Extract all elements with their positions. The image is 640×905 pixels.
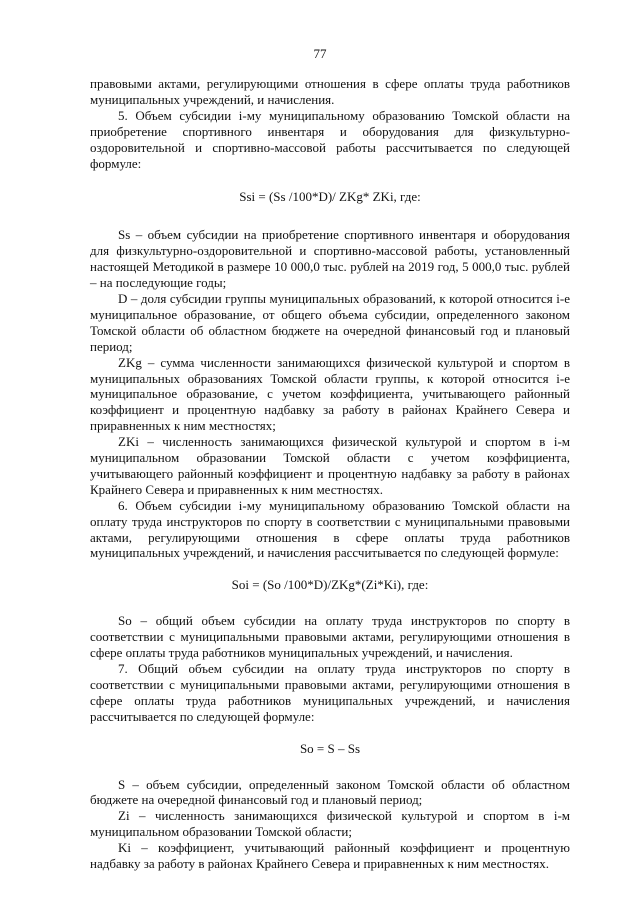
paragraph: S – объем субсидии, определенный законом Томской области об областном бюджете на очередной финансовый год и плановый период; <box>90 776 570 808</box>
formula-ssi: Ssi = (Ss /100*D)/ ZKg* ZKi, где: <box>239 189 421 205</box>
paragraph: Ss – объем субсидии на приобретение спортивного инвентаря и оборудования для физкультурно-оздоровительной и спортивно-массовой работы, установленный настоящей Методикой в размере 10 000,0 тыс. рублей на 2019 год, 5 000,0 тыс. рублей – на последующие годы; <box>90 227 570 291</box>
paragraph: 5. Объем субсидии i-му муниципальному образованию Томской области на приобретение спортивного инвентаря и оборудования для физкультурно-оздоровительной и спортивно-массовой работы рассчитывается по следующей формуле: <box>90 107 570 171</box>
paragraph: 6. Объем субсидии i-му муниципальному образованию Томской области на оплату труда инструкторов по спорту в соответствии с муниципальными правовыми актами, регулирующими отношения в сфере оплаты труда работников муниципальных учреждений, и начисления рассчитывается по следующей формуле: <box>90 497 570 561</box>
paragraph: 7. Общий объем субсидии на оплату труда инструкторов по спорту в соответствии с муниципальными правовыми актами, регулирующими отношения в сфере оплаты труда работников муниципальных учреждений, и начисления рассчитывается по следующей формуле: <box>90 661 570 724</box>
page-number: 77 <box>313 46 327 61</box>
paragraph: ZKg – сумма численности занимающихся физической культурой и спортом в муниципальных образованиях Томской области группы, к которой относится i-е муниципальное образование, с учетом коэффициента, учитывающего районный коэффициент и процентную надбавку за работу в районах Крайнего Севера и приравненных к ним местностях; <box>90 354 570 434</box>
paragraph: D – доля субсидии группы муниципальных образований, к которой относится i-е муниципальное образование, от общего объема субсидии, определенного законом Томской области об областном бюджете на очередной финансовый год и плановый период; <box>90 290 570 354</box>
paragraph: правовыми актами, регулирующими отношения в сфере оплаты труда работников муниципальных учреждений, и начисления. <box>90 76 570 107</box>
paragraph: Ki – коэффициент, учитывающий районный коэффициент и процентную надбавку за работу в районах Крайнего Севера и приравненных к ним местностях. <box>90 840 570 872</box>
paragraph: ZKi – численность занимающихся физической культурой и спортом в i-м муниципальном образовании Томской области с учетом коэффициента, учитывающего районный коэффициент и процентную надбавку за работу в районах Крайнего Севера и приравненных к ним местностях. <box>90 434 570 497</box>
formula-so: So = S – Ss <box>299 740 361 756</box>
document-body <box>90 76 570 872</box>
paragraph: Zi – численность занимающихся физической культурой и спортом в i-м муниципальном образовании Томской области; <box>90 808 570 840</box>
formula-soi: Soi = (So /100*D)/ZKg*(Zi*Ki), где: <box>231 577 429 593</box>
paragraph: So – общий объем субсидии на оплату труда инструкторов по спорту в соответствии с муниципальными правовыми актами, регулирующими отношения в сфере оплаты труда работников муниципальных учреждений, и начисления. <box>90 613 570 661</box>
